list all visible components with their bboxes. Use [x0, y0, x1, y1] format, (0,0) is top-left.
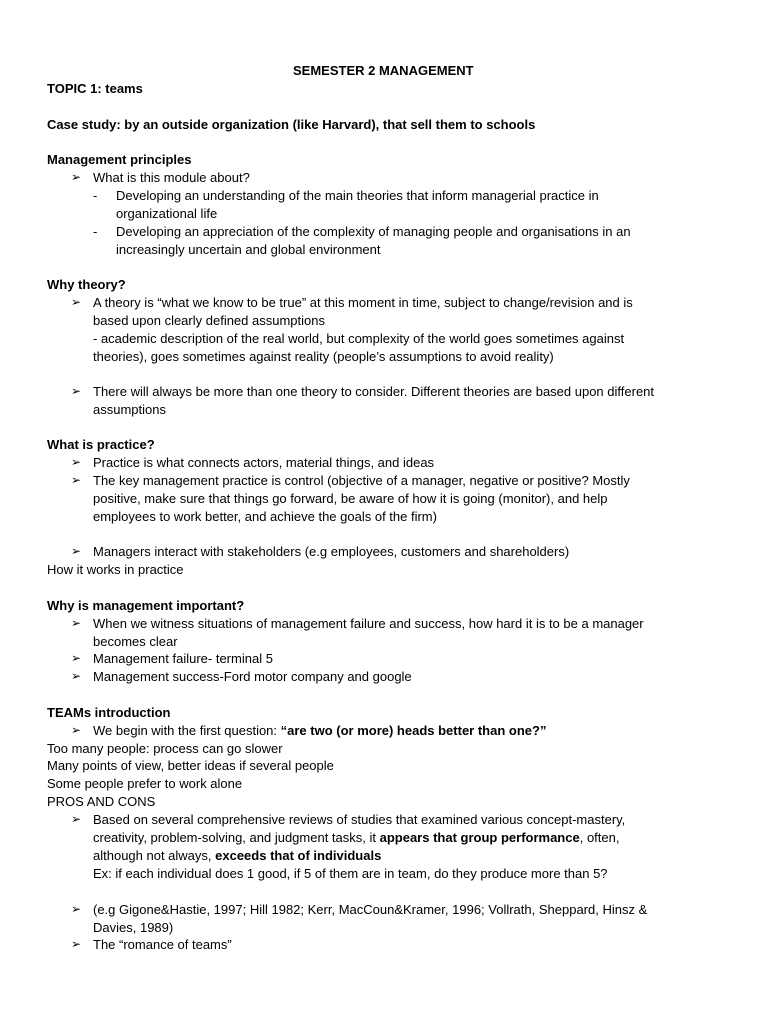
- text-run: creativity, problem-solving, and judgment tasks, it: [93, 830, 380, 845]
- arrow-bullet-icon: ➢: [71, 723, 82, 737]
- body-line: Some people prefer to work alone: [47, 776, 243, 791]
- body-line: Many points of view, better ideas if several people: [47, 758, 334, 773]
- bullet-text: [93, 722, 546, 739]
- bullet-text: A theory is “what we know to be true” at this moment in time, subject to change/revision and is: [93, 295, 633, 310]
- bullet-text: theories), goes sometimes against reality (people’s assumptions to avoid reality): [93, 349, 554, 364]
- sub-bullet-text: Developing an understanding of the main theories that inform managerial practice in: [116, 188, 599, 203]
- section-heading-principles: Management principles: [47, 152, 192, 167]
- bullet-text: becomes clear: [93, 634, 178, 649]
- question-intro: We begin with the first question:: [93, 723, 281, 738]
- dash-bullet-icon: -: [93, 224, 98, 239]
- bullet-text: assumptions: [93, 402, 166, 417]
- section-heading-teams: TEAMs introduction: [47, 705, 171, 720]
- bullet-text: employees to work better, and achieve the goals of the firm): [93, 509, 437, 524]
- arrow-bullet-icon: ➢: [71, 616, 82, 630]
- arrow-bullet-icon: ➢: [71, 473, 82, 487]
- question-emphasis: “are two (or more) heads better than one?”: [280, 723, 547, 738]
- dash-bullet-icon: -: [93, 188, 98, 203]
- arrow-bullet-icon: ➢: [71, 812, 82, 826]
- sub-bullet-text: Developing an appreciation of the complexity of managing people and organisations in an: [116, 224, 631, 239]
- bullet-text: There will always be more than one theory to consider. Different theories are based upon different: [93, 384, 655, 399]
- arrow-bullet-icon: ➢: [71, 170, 82, 184]
- body-line: Too many people: process can go slower: [47, 741, 283, 756]
- bullet-text: Managers interact with stakeholders (e.g employees, customers and shareholders): [93, 544, 570, 559]
- bullet-text: Management failure- terminal 5: [93, 651, 273, 666]
- bullet-text: Practice is what connects actors, material things, and ideas: [93, 455, 435, 470]
- bullet-text: The key management practice is control (objective of a manager, negative or positive? Mostly: [93, 473, 630, 488]
- arrow-bullet-icon: ➢: [71, 902, 82, 916]
- text-run: although not always,: [93, 848, 216, 863]
- arrow-bullet-icon: ➢: [71, 384, 82, 398]
- bullet-text: [93, 829, 619, 846]
- bullet-text: Ex: if each individual does 1 good, if 5 of them are in team, do they produce more than 5?: [93, 866, 608, 881]
- arrow-bullet-icon: ➢: [71, 669, 82, 683]
- bullet-text: positive, make sure that things go forward, be aware of how it is going (monitor), and help: [93, 491, 608, 506]
- bullet-text: - academic description of the real world, but complexity of the world goes sometimes against: [93, 331, 625, 346]
- sub-bullet-text: increasingly uncertain and global environment: [116, 242, 381, 257]
- bullet-text: [93, 847, 381, 864]
- text-run: , often,: [579, 830, 620, 845]
- section-heading-important: Why is management important?: [47, 598, 245, 613]
- case-study-line: Case study: by an outside organization (like Harvard), that sell them to schools: [47, 117, 536, 132]
- bullet-text: based upon clearly defined assumptions: [93, 313, 325, 328]
- bullet-text: Davies, 1989): [93, 920, 174, 935]
- topic-heading: TOPIC 1: teams: [47, 81, 143, 96]
- bullet-text: The “romance of teams”: [93, 937, 232, 952]
- body-line: PROS AND CONS: [47, 794, 156, 809]
- section-heading-practice: What is practice?: [47, 437, 155, 452]
- sub-bullet-text: organizational life: [116, 206, 218, 221]
- section-heading-theory: Why theory?: [47, 277, 126, 292]
- arrow-bullet-icon: ➢: [71, 937, 82, 951]
- arrow-bullet-icon: ➢: [71, 544, 82, 558]
- bullet-text: What is this module about?: [93, 170, 250, 185]
- document-title: SEMESTER 2 MANAGEMENT: [293, 63, 474, 78]
- emphasis-run: exceeds that of individuals: [215, 848, 382, 863]
- bullet-text: Management success-Ford motor company and google: [93, 669, 412, 684]
- bullet-text: (e.g Gigone&Hastie, 1997; Hill 1982; Kerr, MacCoun&Kramer, 1996; Vollrath, Sheppard, Hinsz &: [93, 902, 648, 917]
- bullet-text: Based on several comprehensive reviews of studies that examined various concept-mastery,: [93, 812, 626, 827]
- arrow-bullet-icon: ➢: [71, 651, 82, 665]
- bullet-text: When we witness situations of management failure and success, how hard it is to be a manager: [93, 616, 644, 631]
- body-line: How it works in practice: [47, 562, 184, 577]
- arrow-bullet-icon: ➢: [71, 295, 82, 309]
- emphasis-run: appears that group performance: [379, 830, 580, 845]
- arrow-bullet-icon: ➢: [71, 455, 82, 469]
